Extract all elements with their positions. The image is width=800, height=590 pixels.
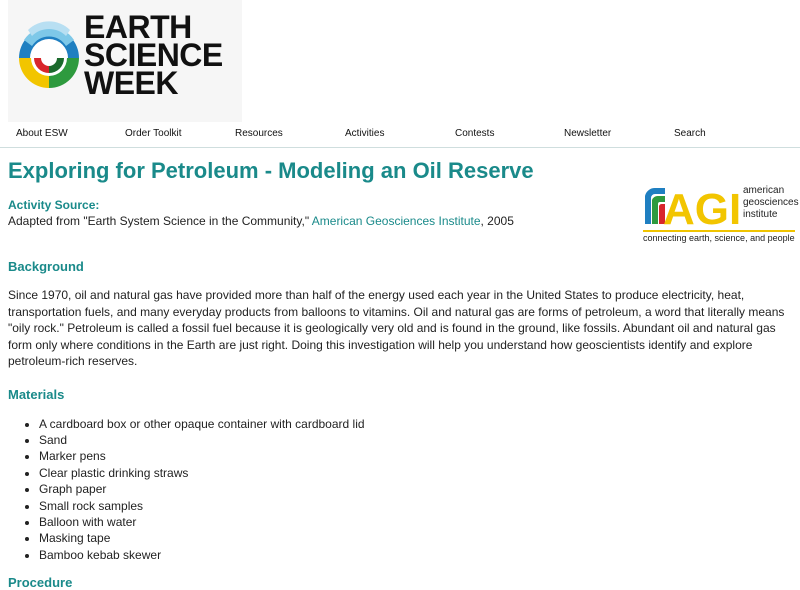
procedure-heading: Procedure	[8, 575, 73, 590]
earth-science-week-logo[interactable]	[8, 0, 242, 122]
nav-activities[interactable]: Activities	[345, 128, 385, 139]
list-item: • Small rock samples	[39, 498, 800, 514]
logo-line-3: WEEK	[84, 65, 178, 101]
main-nav	[0, 125, 800, 148]
logo-line-1: EARTH	[84, 9, 192, 45]
nav-contests[interactable]: Contests	[455, 128, 495, 139]
list-item: • Masking tape	[39, 530, 800, 546]
nav-newsletter[interactable]: Newsletter	[564, 128, 612, 139]
background-text: Since 1970, oil and natural gas have provided more than half of the energy used each year in the United States to produce electricity, heat, transportation fuels, and many everyday products from balloons to vitamins. Oil and natural gas are forms of petroleum, a word that literally means "oily rock." Petroleum is called a fossil fuel because it is geologically very old and is found in the ground, like fossils. Abundant oil and natural gas form only where conditions in the Earth are just right. Doing this investigation will help you understand how geoscientists identify and explore petroleum-rich reserves.	[8, 288, 785, 368]
agi-link[interactable]: American Geosciences Institute	[311, 214, 481, 228]
activity-source-label: Activity Source:	[8, 198, 100, 212]
materials-heading: Materials	[8, 386, 65, 402]
logo-line-2: SCIENCE	[84, 37, 223, 73]
list-item: • Graph paper	[39, 481, 800, 497]
agi-logo[interactable]	[643, 184, 800, 242]
source-prefix: Adapted from "Earth System Science in the Community,"	[8, 214, 310, 228]
agi-tagline: connecting earth, science, and people	[643, 230, 795, 243]
materials-list	[8, 416, 800, 564]
page-header	[0, 0, 800, 139]
list-item: • Balloon with water	[39, 514, 800, 530]
agi-name-line-1: american	[743, 185, 785, 196]
list-item: • Clear plastic drinking straws	[39, 465, 800, 481]
nav-order-toolkit[interactable]: Order Toolkit	[125, 128, 182, 139]
logo-wordmark	[84, 9, 223, 101]
nav-about-esw[interactable]: About ESW	[16, 128, 68, 139]
list-item: • Bamboo kebab skewer	[39, 547, 800, 563]
agi-letters: AGI	[663, 185, 742, 228]
agi-name-line-3: institute	[743, 209, 778, 220]
source-suffix: , 2005	[480, 214, 514, 228]
background-heading: Background	[8, 259, 84, 274]
agi-name	[743, 185, 799, 221]
agi-letters-icon	[643, 184, 743, 228]
list-item: • Marker pens	[39, 448, 800, 464]
list-item: • A cardboard box or other opaque container with cardboard lid	[39, 416, 800, 432]
main-content	[8, 148, 800, 590]
list-item: • Sand	[39, 432, 800, 448]
globe-logo-icon	[16, 18, 82, 96]
page-title: Exploring for Petroleum - Modeling an Oil Reserve	[8, 158, 534, 183]
agi-name-line-2: geosciences	[743, 197, 799, 208]
nav-resources[interactable]: Resources	[235, 128, 283, 139]
nav-search[interactable]: Search	[674, 128, 706, 139]
